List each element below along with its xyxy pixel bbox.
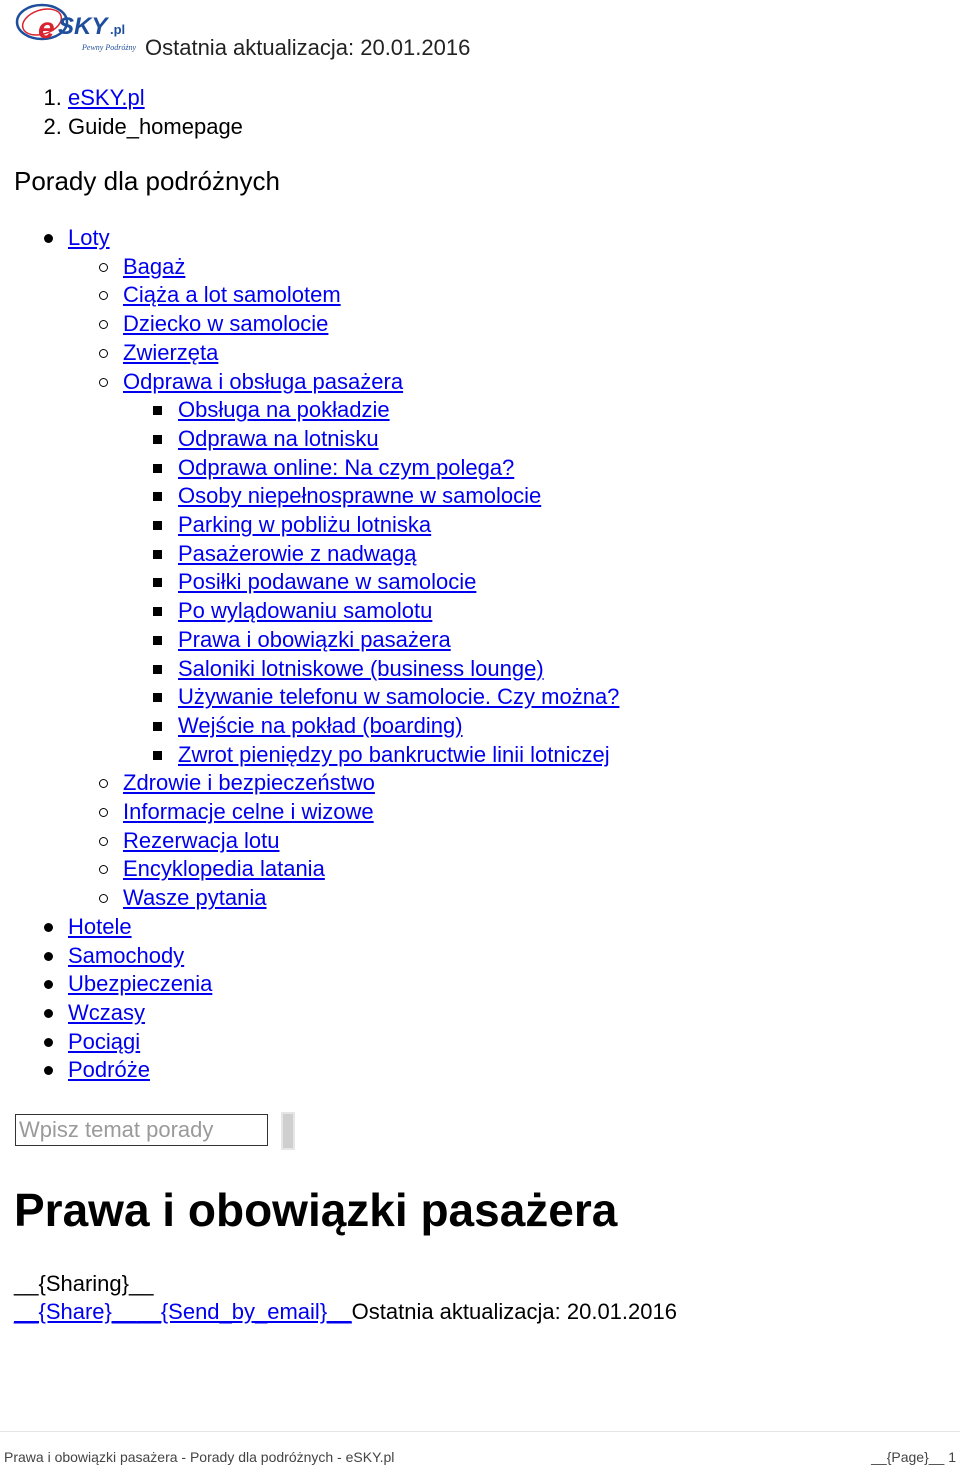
bullet-disc-icon (44, 1066, 53, 1075)
bullet-square-icon (153, 406, 162, 415)
nav-item-zwierzeta (68, 339, 619, 368)
bullet-circle-icon (99, 291, 108, 300)
nav-link-zwierzeta[interactable]: Zwierzęta (123, 339, 219, 365)
nav-link-loty[interactable]: Loty (68, 225, 110, 250)
bullet-circle-icon (99, 837, 108, 846)
nav-link-topic[interactable]: Pasażerowie z nadwagą (178, 540, 417, 566)
category-nav (0, 224, 619, 1085)
nav-item-topic (123, 655, 619, 684)
nav-link-topic[interactable]: Obsługa na pokładzie (178, 397, 390, 423)
nav-item-topic (123, 482, 619, 511)
nav-item-informacje (68, 798, 619, 827)
nav-item-pociagi (0, 1028, 619, 1057)
nav-item-topic (123, 425, 619, 454)
nav-link-pytania[interactable]: Wasze pytania (123, 885, 267, 911)
share-link[interactable]: __{Share}__ (14, 1299, 137, 1324)
bullet-square-icon (153, 751, 162, 760)
last-updated-bottom: Ostatnia aktualizacja: 20.01.2016 (351, 1299, 677, 1324)
nav-item-podroze (0, 1056, 619, 1085)
page-title: Prawa i obowiązki pasażera (14, 1184, 618, 1236)
nav-item-samochody (0, 942, 619, 971)
guide-title: Porady dla podróżnych (14, 166, 280, 196)
bullet-square-icon (153, 578, 162, 587)
bullet-disc-icon (44, 1038, 53, 1047)
logo-wordmark: SKY (58, 13, 108, 40)
sharing-placeholder: __{Sharing}__ (14, 1271, 154, 1296)
nav-item-topic-current (123, 626, 619, 655)
bullet-disc-icon (44, 980, 53, 989)
bullet-circle-icon (99, 894, 108, 903)
bullet-square-icon (153, 492, 162, 501)
bullet-circle-icon (99, 349, 108, 358)
nav-item-topic (123, 454, 619, 483)
nav-item-topic (123, 712, 619, 741)
nav-link-topic[interactable]: Odprawa na lotnisku (178, 425, 379, 451)
nav-link-topic[interactable]: Posiłki podawane w samolocie (178, 569, 477, 595)
nav-item-topic (123, 568, 619, 597)
nav-link-wczasy[interactable]: Wczasy (68, 999, 145, 1025)
last-updated-top: Ostatnia aktualizacja: 20.01.2016 (145, 35, 471, 60)
nav-link-dziecko[interactable]: Dziecko w samolocie (123, 311, 329, 337)
nav-item-hotele (0, 913, 619, 942)
send-by-email-link[interactable]: __{Send_by_email}__ (136, 1299, 352, 1324)
bullet-square-icon (153, 722, 162, 731)
bullet-square-icon (153, 693, 162, 702)
nav-link-topic[interactable]: Parking w pobliżu lotniska (178, 512, 432, 538)
search-button[interactable] (281, 1112, 295, 1150)
nav-item-zdrowie (68, 769, 619, 798)
esky-logo[interactable] (14, 0, 142, 56)
breadcrumb-item-home (68, 84, 243, 113)
bullet-square-icon (153, 521, 162, 530)
nav-link-ciaza[interactable]: Ciąża a lot samolotem (123, 282, 341, 308)
bullet-circle-icon (99, 808, 108, 817)
odprawa-topic-list (123, 396, 619, 769)
bullet-circle-icon (99, 320, 108, 329)
header (14, 0, 954, 64)
nav-link-topic[interactable]: Saloniki lotniskowe (business lounge) (178, 655, 544, 681)
nav-item-pytania (68, 884, 619, 913)
bullet-disc-icon (44, 1009, 53, 1018)
nav-link-topic[interactable]: Zwrot pieniędzy po bankructwie linii lotniczej (178, 741, 610, 767)
bullet-square-icon (153, 607, 162, 616)
nav-link-encyklopedia[interactable]: Encyklopedia latania (123, 856, 325, 882)
breadcrumb-item-current: 2. Guide_homepage (68, 113, 243, 142)
footer-page-number: __{Page}__ 1 (871, 1449, 956, 1465)
bullet-disc-icon (44, 923, 53, 932)
footer-page-title: Prawa i obowiązki pasażera - Porady dla podróżnych - eSKY.pl (4, 1449, 395, 1465)
search-input[interactable] (15, 1114, 268, 1146)
bullet-square-icon (153, 435, 162, 444)
nav-link-bagaz[interactable]: Bagaż (123, 253, 186, 279)
nav-item-topic (123, 683, 619, 712)
bullet-circle-icon (99, 865, 108, 874)
nav-link-samochody[interactable]: Samochody (68, 942, 185, 968)
footer-divider (0, 1431, 960, 1432)
nav-item-loty (0, 224, 619, 913)
nav-link-pociagi[interactable]: Pociągi (68, 1028, 141, 1054)
nav-item-rezerwacja (68, 827, 619, 856)
share-row (14, 1298, 677, 1327)
nav-link-topic[interactable]: Osoby niepełnosprawne w samolocie (178, 483, 542, 509)
nav-link-topic[interactable]: Po wylądowaniu samolotu (178, 598, 433, 624)
nav-link-ubezpieczenia[interactable]: Ubezpieczenia (68, 971, 213, 997)
nav-link-zdrowie[interactable]: Zdrowie i bezpieczeństwo (123, 770, 375, 796)
svg-text:.pl: .pl (110, 22, 126, 37)
nav-item-topic (123, 741, 619, 770)
breadcrumb-link-home[interactable]: eSKY.pl (68, 85, 145, 110)
nav-item-bagaz (68, 253, 619, 282)
nav-item-topic (123, 540, 619, 569)
nav-link-rezerwacja[interactable]: Rezerwacja lotu (123, 827, 280, 853)
bullet-square-icon (153, 464, 162, 473)
nav-item-odprawa (68, 368, 619, 770)
bullet-disc-icon (44, 952, 53, 961)
nav-item-wczasy (0, 999, 619, 1028)
bullet-circle-icon (99, 779, 108, 788)
nav-link-topic[interactable]: Wejście na pokład (boarding) (178, 712, 463, 738)
nav-item-topic (123, 511, 619, 540)
nav-link-odprawa[interactable]: Odprawa i obsługa pasażera (123, 368, 404, 394)
bullet-circle-icon (99, 378, 108, 387)
breadcrumb (0, 84, 243, 141)
svg-text:e: e (38, 12, 55, 45)
bullet-circle-icon (99, 263, 108, 272)
bullet-square-icon (153, 636, 162, 645)
nav-link-topic[interactable]: Odprawa online: Na czym polega? (178, 454, 515, 480)
nav-link-hotele[interactable]: Hotele (68, 913, 132, 939)
bullet-disc-icon (44, 234, 53, 243)
bullet-square-icon (153, 665, 162, 674)
nav-link-podroze[interactable]: Podróże (68, 1057, 150, 1083)
loty-subcategory-list (68, 253, 619, 913)
bullet-square-icon (153, 550, 162, 559)
nav-item-ubezpieczenia (0, 970, 619, 999)
nav-item-ciaza (68, 281, 619, 310)
nav-item-topic (123, 396, 619, 425)
nav-item-dziecko (68, 310, 619, 339)
logo-tagline: Pewny Podróżny (82, 43, 136, 52)
category-list (0, 224, 619, 1085)
nav-link-topic-current[interactable]: Prawa i obowiązki pasażera (178, 626, 451, 652)
nav-link-topic[interactable]: Używanie telefonu w samolocie. Czy można? (178, 684, 620, 710)
nav-item-encyklopedia (68, 855, 619, 884)
nav-link-informacje[interactable]: Informacje celne i wizowe (123, 799, 374, 825)
nav-item-topic (123, 597, 619, 626)
